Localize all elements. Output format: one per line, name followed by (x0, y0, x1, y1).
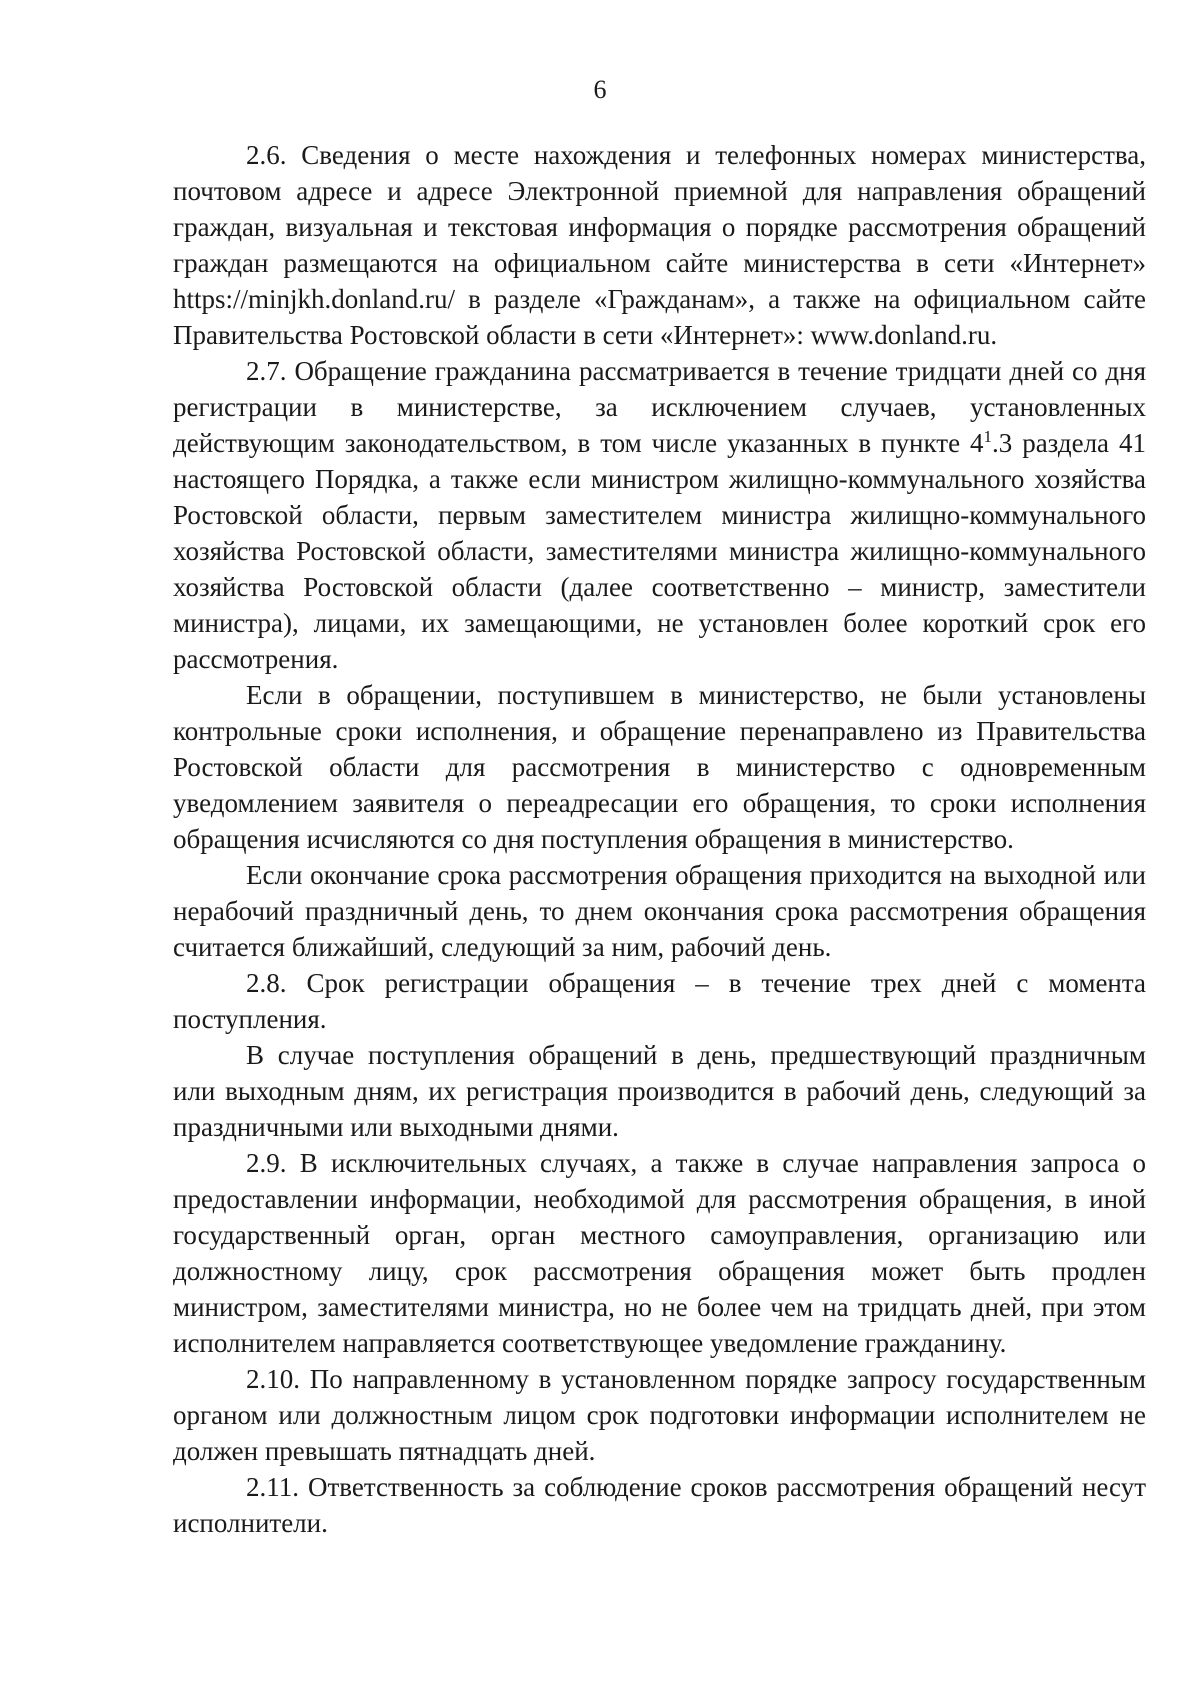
paragraph-2-7-text-start: 2.7. Обращение гражданина рассматривается в течение тридцати дней со дня регистрации в министерстве, за исключением случаев, установленных действующим законодательством, в том числе указанных в пункте 4 (173, 356, 1146, 458)
paragraph-holiday-deadline: Если окончание срока рассмотрения обращения приходится на выходной или нерабочий праздничный день, то днем окончания срока рассмотрения обращения считается ближайший, следующий за ним, рабочий день. (173, 860, 1146, 962)
paragraph-2-9: 2.9. В исключительных случаях, а также в случае направления запроса о предоставлении информации, необходимой для рассмотрения обращения, в иной государственный орган, орган местного самоуправления, организацию или должностному лицу, срок рассмотрения обращения может быть продлен министром, заместителями министра, но не более чем на тридцать дней, при этом исполнителем направляется соответствующее уведомление гражданину. (173, 1148, 1146, 1358)
paragraph-holiday-registration: В случае поступления обращений в день, предшествующий праздничным или выходным дням, их регистрация производится в рабочий день, следующий за праздничными или выходными днями. (173, 1040, 1146, 1142)
paragraph-2-7-text-end: .3 раздела 41 настоящего Порядка, а также если министром жилищно-коммунального хозяйства Ростовской области, первым заместителем министра жилищно-коммунального хозяйства Ростовской области, заместителями министра жилищно-коммунального хозяйства Ростовской области (далее соответственно – министр, заместители министра), лицами, их замещающими, не установлен более короткий срок его рассмотрения. (173, 428, 1146, 674)
superscript-index: 1 (983, 427, 992, 446)
document-body (173, 137, 1146, 1541)
paragraph-2-8: 2.8. Срок регистрации обращения – в течение трех дней с момента поступления. (173, 968, 1146, 1034)
paragraph-2-6: 2.6. Сведения о месте нахождения и телефонных номерах министерства, почтовом адресе и адресе Электронной приемной для направления обращений граждан, визуальная и текстовая информация о порядке рассмотрения обращений граждан размещаются на официальном сайте министерства в сети «Интернет» https://minjkh.donland.ru/ в разделе «Гражданам», а также на официальном сайте Правительства Ростовской области в сети «Интернет»: www.donland.ru. (173, 140, 1146, 350)
paragraph-2-7 (173, 353, 1146, 677)
paragraph-2-10: 2.10. По направленному в установленном порядке запросу государственным органом или должностным лицом срок подготовки информации исполнителем не должен превышать пятнадцать дней. (173, 1364, 1146, 1466)
paragraph-forwarded-deadlines: Если в обращении, поступившем в министерство, не были установлены контрольные сроки исполнения, и обращение перенаправлено из Правительства Ростовской области для рассмотрения в министерство с одновременным уведомлением заявителя о переадресации его обращения, то сроки исполнения обращения исчисляются со дня поступления обращения в министерство. (173, 680, 1146, 854)
paragraph-2-11: 2.11. Ответственность за соблюдение сроков рассмотрения обращений несут исполнители. (173, 1472, 1146, 1538)
page-number: 6 (593, 75, 607, 104)
